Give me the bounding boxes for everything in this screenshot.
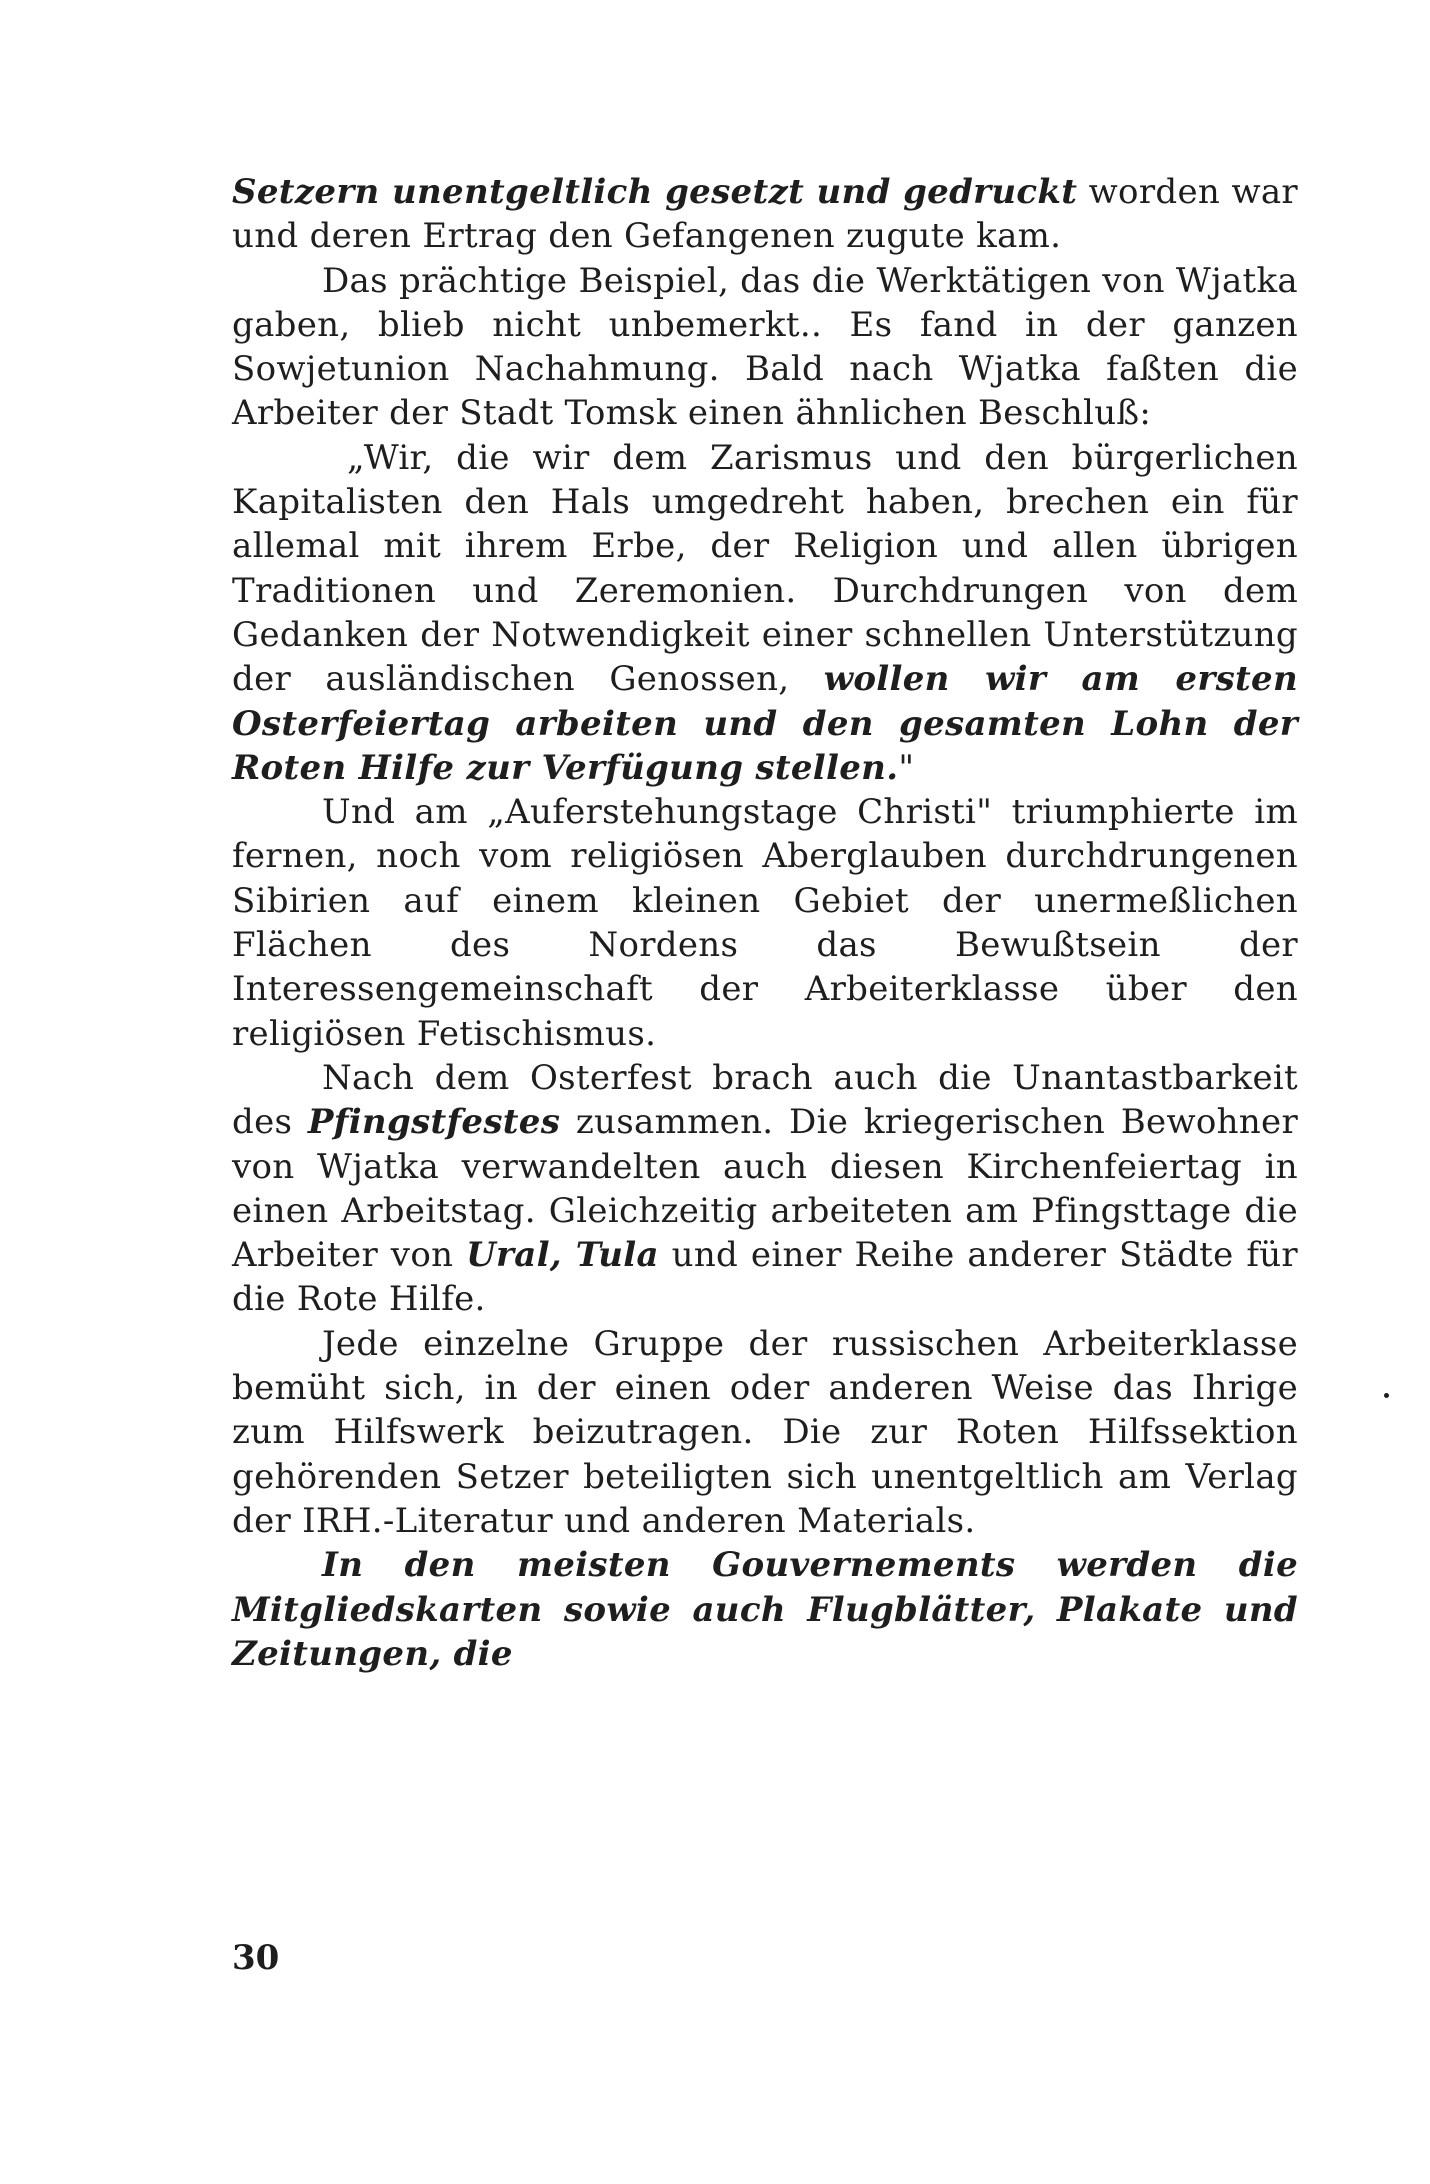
paragraph-1-segment-2: worden war und deren Ertrag den Gefangenen zugute kam. xyxy=(232,172,1298,257)
paragraph-tomsk-quote xyxy=(232,436,1298,790)
paragraph-5-segment-1: Nach dem Osterfest brach auch die Unantastbarkeit des xyxy=(232,1057,1298,1143)
book-page xyxy=(232,170,1298,1676)
paragraph-5-segment-3: zusammen. Die kriegerischen Bewohner von Wjatka verwandelten auch diesen Kirchenfeiertag in einen Arbeitstag. Gleichzeitig arbeiteten am Pfingsttage die Arbeiter von xyxy=(232,1102,1298,1276)
paragraph-7-segment-1: In den meisten Gouvernements werden die Mitgliedskarten sowie auch Flugblätter, Plakate und Zeitungen, die xyxy=(232,1545,1298,1674)
paragraph-6-segment-1: Jede einzelne Gruppe der russischen Arbeiterklasse bemüht sich, in der einen oder anderen Weise das Ihrige zum Hilfswerk beizutragen. Die zur Roten Hilfssektion gehörenden Setzer beteiligten sich unentgeltlich am Verlag der IRH.-Literatur und anderen Materials. xyxy=(232,1323,1298,1541)
paragraph-easter-siberia xyxy=(232,790,1298,1056)
paragraph-3-segment-3: " xyxy=(898,747,915,788)
paragraph-5-segment-4: Ural, Tula xyxy=(466,1235,659,1276)
paragraph-3-segment-1: „Wir, die wir dem Zarismus und den bürgerlichen Kapitalisten den Hals umgedreht haben, brechen ein für allemal mit ihrem Erbe, der Religion und allen übrigen Traditionen und Zeremonien. Durchdrungen von dem Gedanken der Notwendigkeit einer schnellen Unterstützung der ausländischen Genossen, xyxy=(232,437,1298,700)
paragraph-pentecost xyxy=(232,1056,1298,1322)
paragraph-1-segment-1: Setzern unentgeltlich gesetzt und gedruckt xyxy=(232,172,1078,212)
paragraph-workers-groups xyxy=(232,1322,1298,1543)
paragraph-gouvernements xyxy=(232,1543,1298,1676)
paragraph-2-segment-1: Das prächtige Beispiel, das die Werktätigen von Wjatka gaben, blieb nicht unbemerkt.. Es fand in der ganzen Sowjetunion Nachahmung. Bald nach Wjatka faßten die Arbeiter der Stadt Tomsk einen ähnlichen Beschluß: xyxy=(232,260,1298,434)
ink-speck xyxy=(1384,1393,1389,1398)
paragraph-5-segment-2: Pfingstfestes xyxy=(307,1102,561,1143)
paragraph-wjatka-example xyxy=(232,259,1298,436)
paragraph-5-segment-5: und einer Reihe anderer Städte für die Rote Hilfe. xyxy=(232,1235,1298,1320)
paragraph-3-segment-2: wollen wir am ersten Osterfeiertag arbeiten und den gesamten Lohn der Roten Hilfe zur Verfügung stellen. xyxy=(232,659,1298,788)
page-number: 30 xyxy=(232,1938,280,1978)
paragraph-continuation xyxy=(232,170,1298,259)
paragraph-4-segment-1: Und am „Auferstehungstage Christi" triumphierte im fernen, noch vom religiösen Aberglauben durchdrungenen Sibirien auf einem kleinen Gebiet der unermeßlichen Flächen des Nordens das Bewußtsein der Interessengemeinschaft der Arbeiterklasse über den religiösen Fetischismus. xyxy=(232,792,1298,1054)
